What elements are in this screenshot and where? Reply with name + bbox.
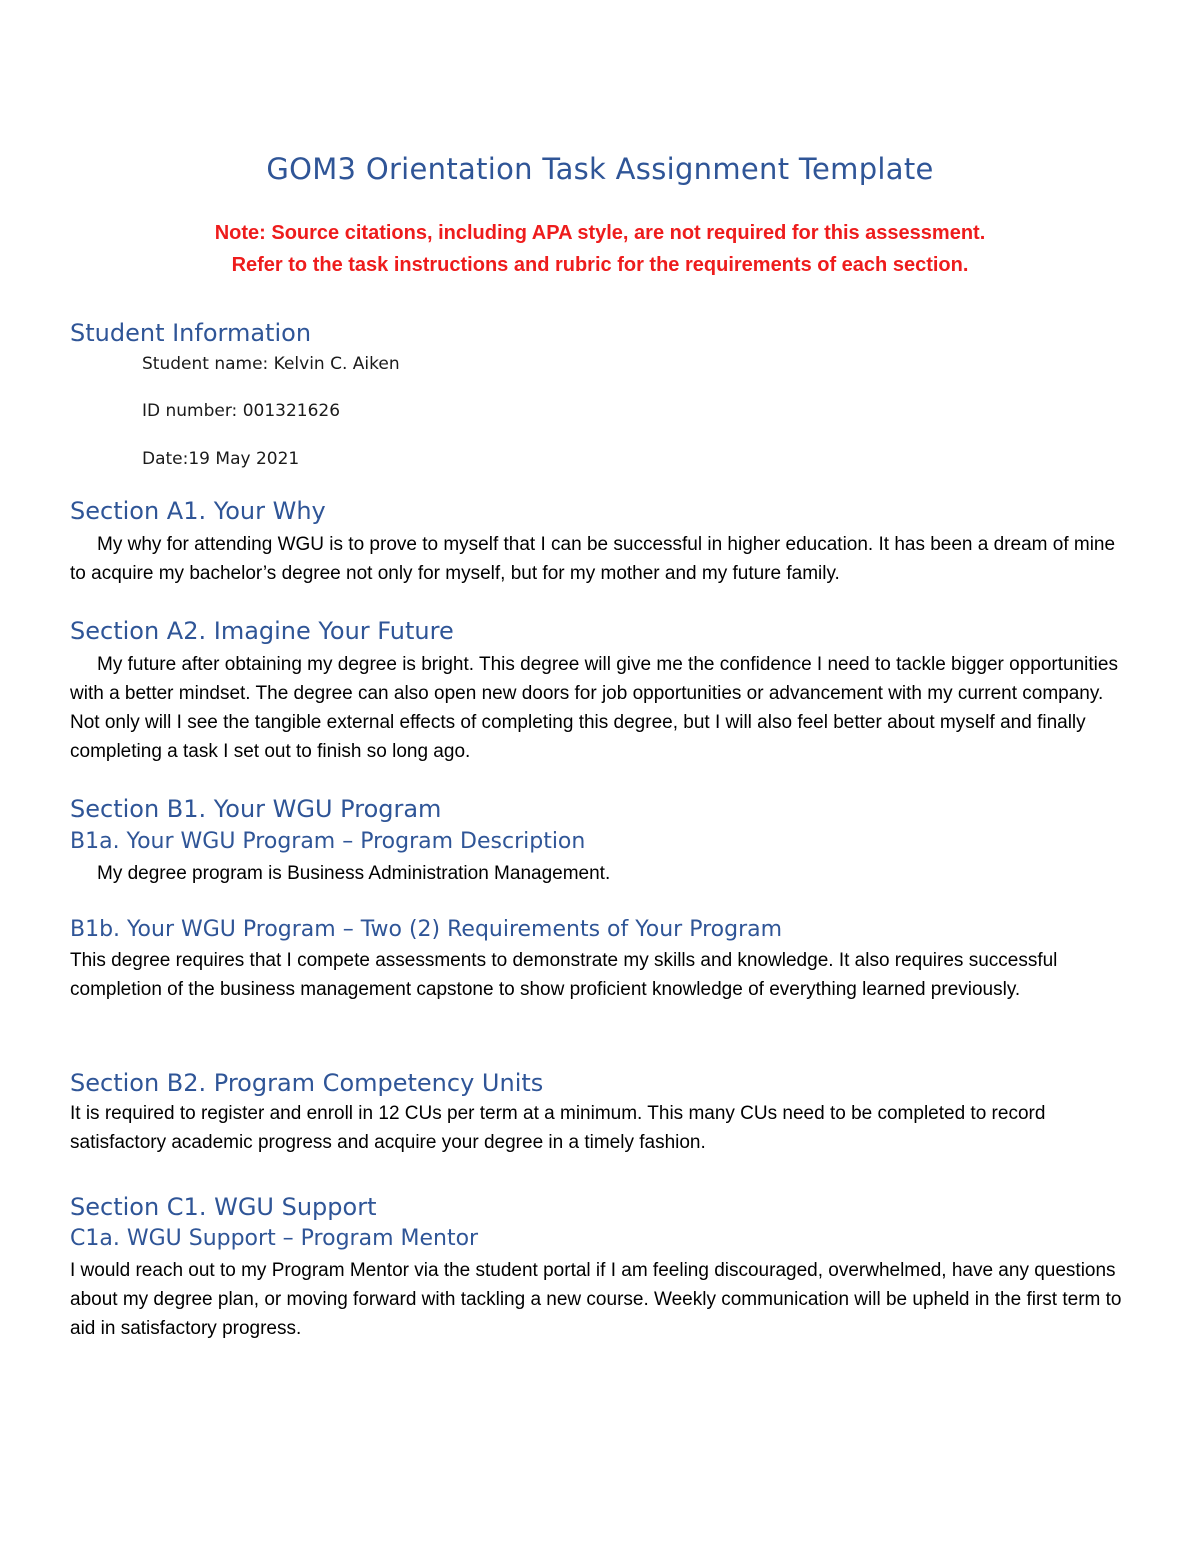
section-b1a-heading: B1a. Your WGU Program – Program Description bbox=[70, 829, 586, 854]
note-line-1: Note: Source citations, including APA style, are not required for this assessment. bbox=[214, 222, 986, 244]
student-name: Student name: Kelvin C. Aiken bbox=[142, 354, 400, 374]
section-b1b-body: This degree requires that I compete assessments to demonstrate my skills and knowledge. It also requires successful completion of the business management capstone to show proficient knowledge of everything learned previously. bbox=[70, 950, 1058, 1000]
section-c1a-body: I would reach out to my Program Mentor via the student portal if I am feeling discouraged, overwhelmed, have any questions about my degree plan, or moving forward with tackling a new course. Weekly communication will be upheld in the first term to aid in satisfactory progress. bbox=[70, 1260, 1122, 1339]
section-c1-heading: Section C1. WGU Support bbox=[70, 1193, 377, 1221]
section-b1b-heading: B1b. Your WGU Program – Two (2) Requirements of Your Program bbox=[70, 917, 783, 942]
student-information-heading: Student Information bbox=[70, 319, 312, 347]
section-b2-heading: Section B2. Program Competency Units bbox=[70, 1069, 544, 1097]
document-title: GOM3 Orientation Task Assignment Template bbox=[266, 152, 934, 186]
section-b2-body: It is required to register and enroll in 12 CUs per term at a minimum. This many CUs need to be completed to record satisfactory academic progress and acquire your degree in a timely fashion. bbox=[70, 1103, 1046, 1153]
section-b1a-body: My degree program is Business Administration Management. bbox=[97, 863, 611, 884]
section-a1-heading: Section A1. Your Why bbox=[70, 497, 326, 525]
section-a2-heading: Section A2. Imagine Your Future bbox=[70, 617, 454, 645]
id-number: ID number: 001321626 bbox=[142, 401, 341, 421]
note-line-2: Refer to the task instructions and rubric for the requirements of each section. bbox=[231, 254, 969, 276]
section-b1-heading: Section B1. Your WGU Program bbox=[70, 795, 442, 823]
section-c1a-heading: C1a. WGU Support – Program Mentor bbox=[70, 1226, 479, 1251]
section-a1-body: My why for attending WGU is to prove to myself that I can be successful in higher education. It has been a dream of mine to acquire my bachelor’s degree not only for myself, but for my mother and my future family. bbox=[70, 534, 1116, 584]
section-a2-body: My future after obtaining my degree is bright. This degree will give me the confidence I need to tackle bigger opportunities with a better mindset. The degree can also open new doors for job opportunities or advancement with my current company. Not only will I see the tangible external effects of completing this degree, but I will also feel better about myself and finally completing a task I set out to finish so long ago. bbox=[70, 654, 1118, 762]
date: Date:19 May 2021 bbox=[142, 449, 300, 469]
